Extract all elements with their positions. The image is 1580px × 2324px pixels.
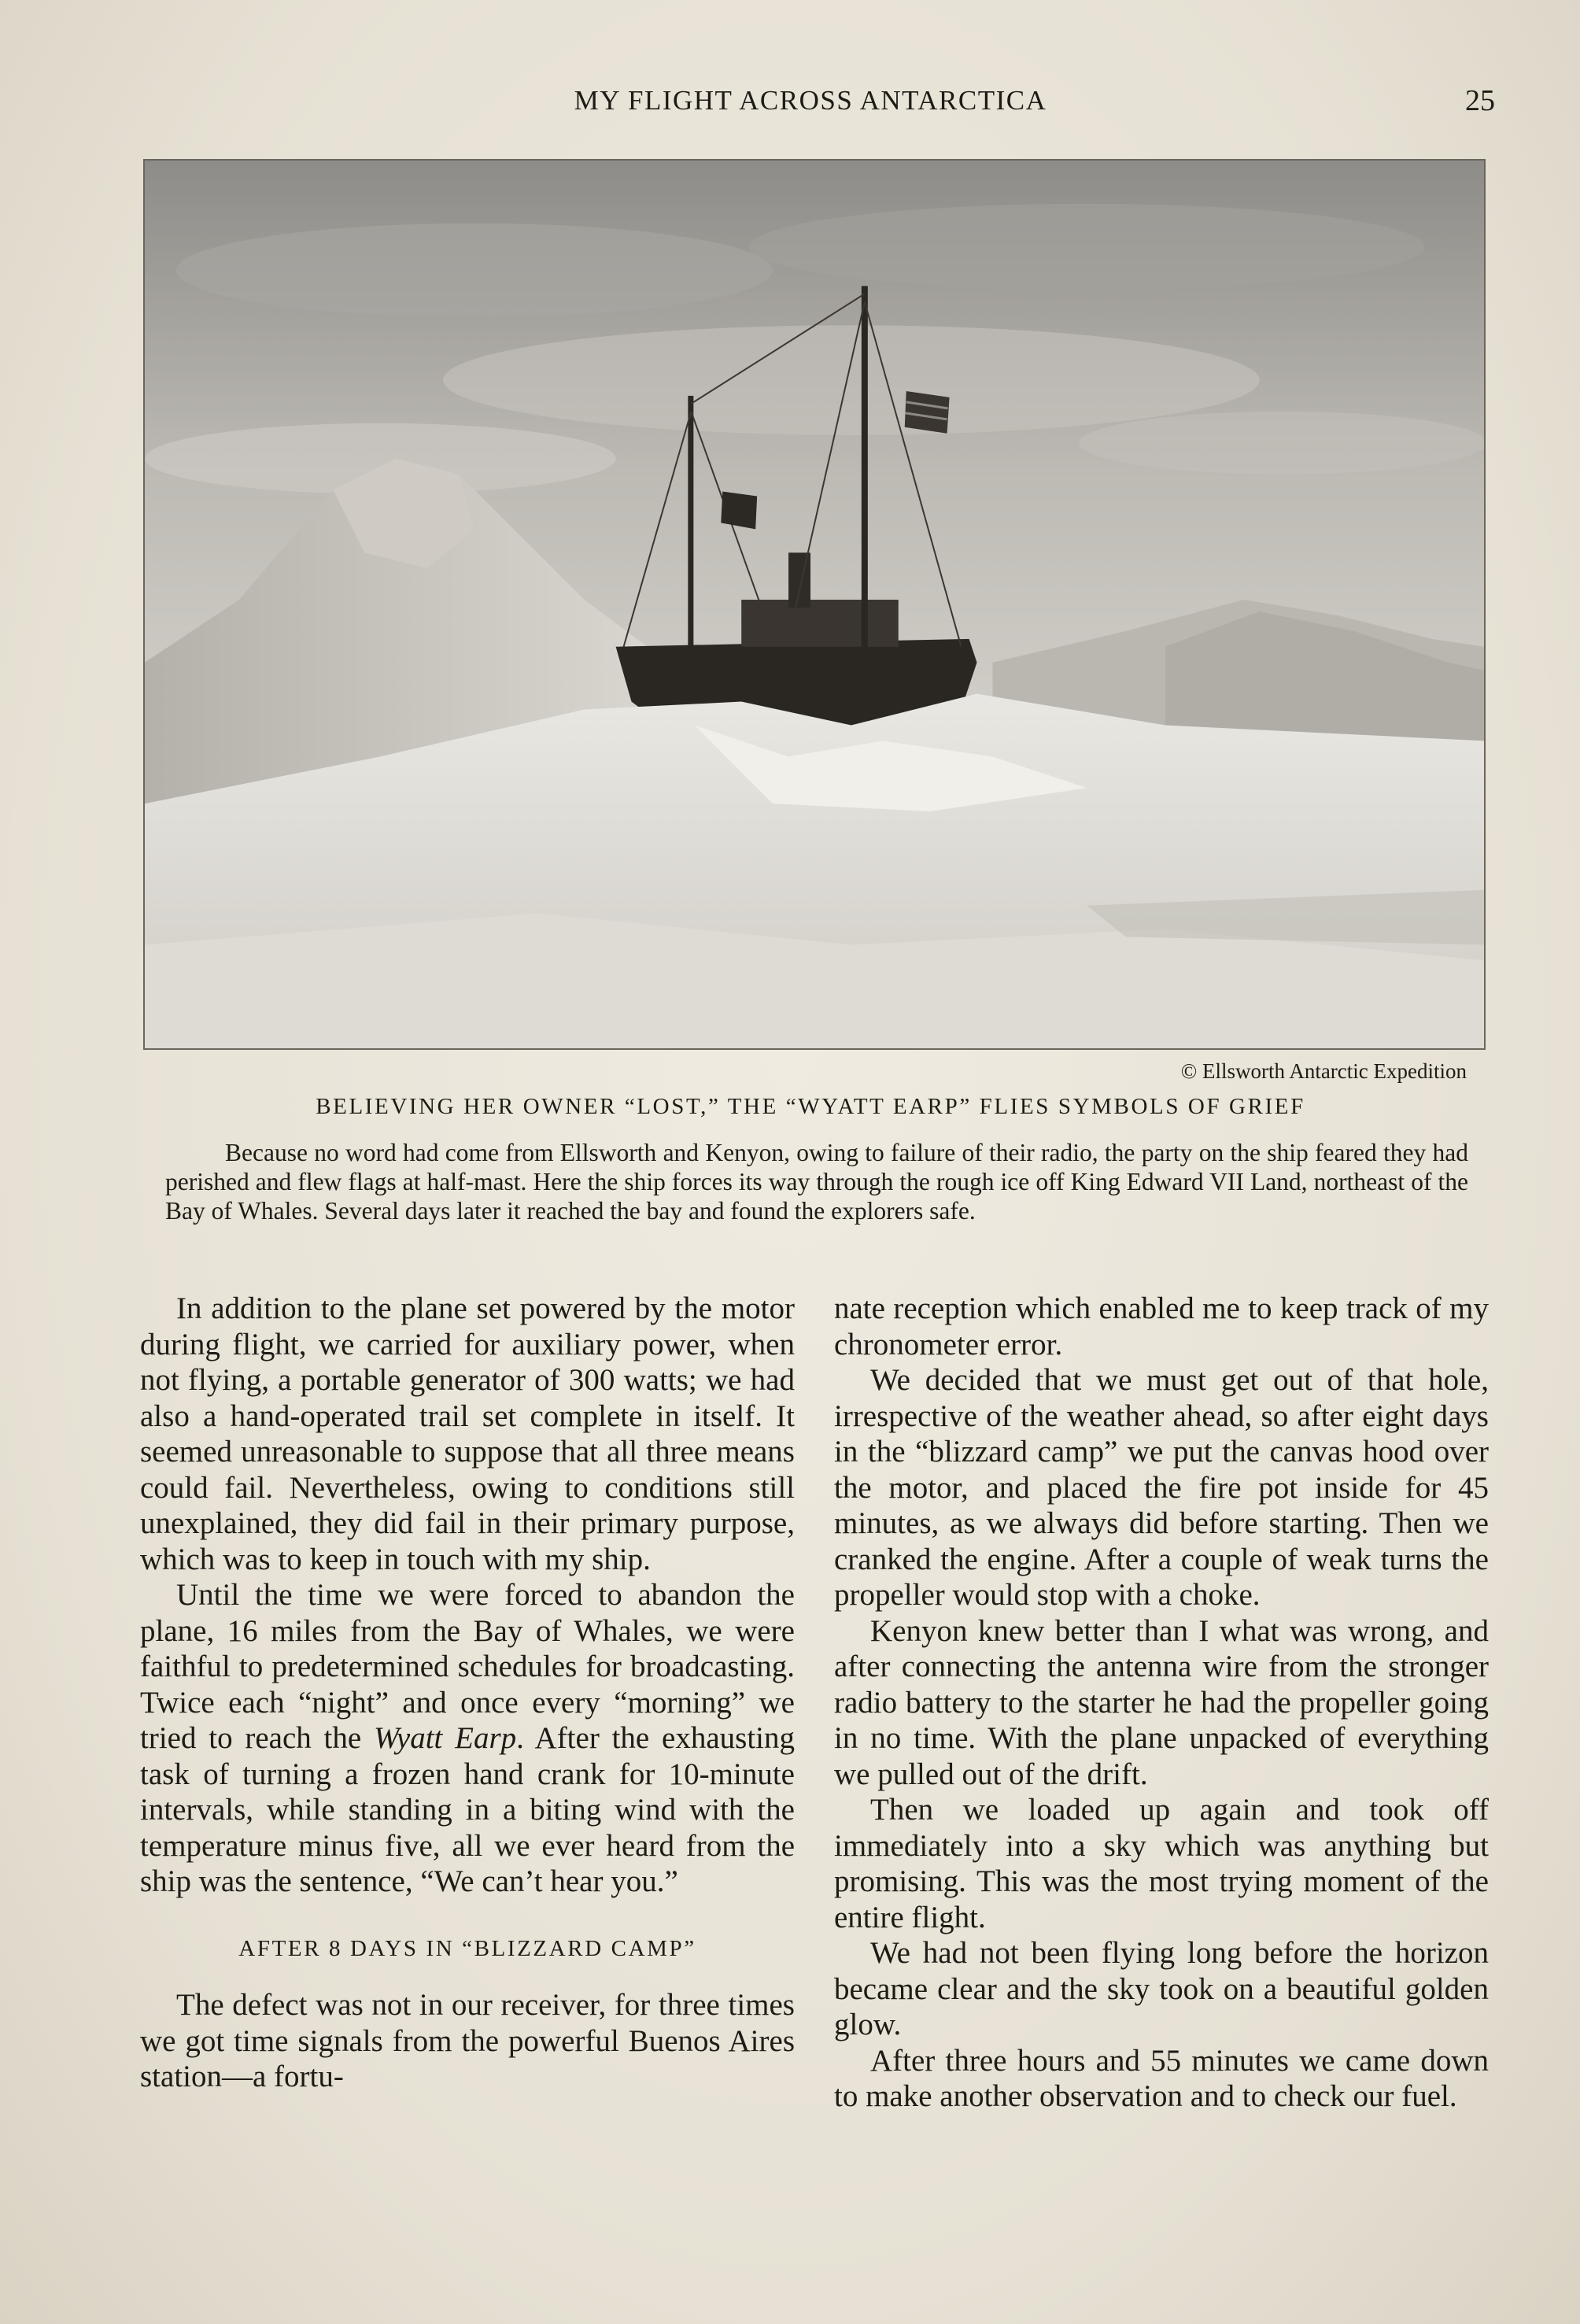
paragraph-text: Until the time we were forced to abandon the plane, 16 miles from the Bay of Whales, we were faithful to predetermined schedules for broadcasting. Twice each “night” and once every “morning” we tried to reach the: [140, 1578, 795, 1755]
paragraph: In addition to the plane set powered by the motor during flight, we carried for auxiliary power, when not flying, a portable generator of 300 watts; we had also a hand-operated trail set complete in itself. It seemed unreasonable to suppose that all three means could fail. Nevertheless, owing to conditions still unexplained, they did fail in their primary purpose, which was to keep in touch with my ship.: [140, 1291, 795, 1576]
paragraph-continued: nate reception which enabled me to keep track of my chronometer error.: [834, 1291, 1489, 1362]
paragraph: The defect was not in our receiver, for three times we got time signals from the powerful Buenos Aires station—a fortu-: [140, 1988, 795, 2093]
paragraph: After three hours and 55 minutes we came down to make another observation and to check our fuel.: [834, 2043, 1489, 2113]
paragraph: [140, 1577, 795, 1900]
caption-body: Because no word had come from Ellsworth and Kenyon, owing to failure of their radio, the party on the ship feared they had perished and flew flags at half-mast. Here the ship forces its way through the rough ice off King Edward VII Land, northeast of the Bay of Whales. Several days later it reached the bay and found the explorers safe.: [165, 1139, 1468, 1225]
left-column: [140, 1291, 795, 2095]
page-number: 25: [1465, 84, 1495, 117]
photo-ship-in-ice-icon: [145, 161, 1484, 1048]
paragraph: We decided that we must get out of that hole, irrespective of the weather ahead, so after eight days in the “blizzard camp” we put the canvas hood over the motor, and placed the fire pot inside for 45 minutes, as we always did before starting. Then we cranked the engine. After a couple of weak turns the propeller would stop with a choke.: [834, 1363, 1489, 1612]
paragraph: Then we loaded up again and took off immediately into a sky which was anything but promising. This was the most trying moment of the entire flight.: [834, 1793, 1489, 1934]
ship-in-ice-photo: [143, 159, 1486, 1050]
paragraph: Kenyon knew better than I what was wrong, and after connecting the antenna wire from the stronger radio battery to the starter he had the propeller going in no time. With the plane unpacked of everything we pulled out of the drift.: [834, 1613, 1489, 1791]
running-title: MY FLIGHT ACROSS ANTARCTICA: [574, 85, 1047, 116]
right-column: [834, 1291, 1489, 2115]
paragraph-text: . After the exhausting task of turning a frozen hand crank for 10-minute intervals, while standing in a biting wind with the temperature minus five, all we ever heard from the ship was the sentence, “We can’t hear you.”: [140, 1721, 795, 1898]
paragraph: We had not been flying long before the horizon became clear and the sky took on a beautiful golden glow.: [834, 1936, 1489, 2041]
ship-name: Wyatt Earp: [373, 1721, 517, 1755]
photo-credit: © Ellsworth Antarctic Expedition: [1180, 1059, 1467, 1083]
section-subhead: AFTER 8 DAYS IN “BLIZZARD CAMP”: [238, 1935, 696, 1961]
caption-title: BELIEVING HER OWNER “LOST,” THE “WYATT EARP” FLIES SYMBOLS OF GRIEF: [316, 1094, 1305, 1119]
